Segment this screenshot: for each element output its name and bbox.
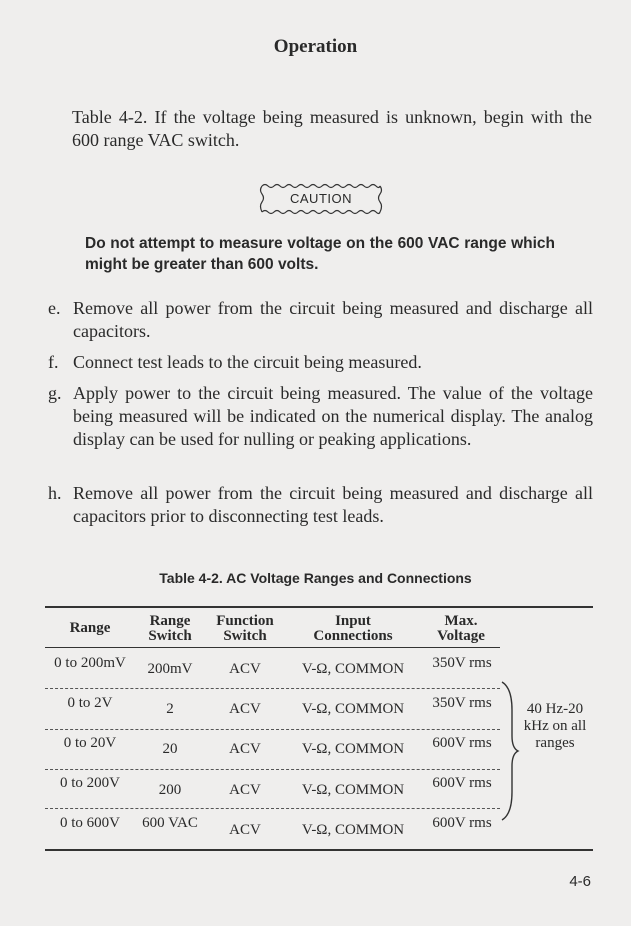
step-h <box>48 482 593 528</box>
frequency-note: 40 Hz-20 kHz on all ranges <box>523 701 587 751</box>
cell-range: 0 to 200mV <box>54 655 126 671</box>
step-e <box>48 297 593 343</box>
table-title: Table 4-2. AC Voltage Ranges and Connections <box>159 570 472 586</box>
header-function-switch: Function Switch <box>216 613 274 644</box>
step-g <box>48 382 593 451</box>
intro-paragraph: Table 4-2. If the voltage being measured is unknown, begin with the 600 range VAC switch. <box>72 107 592 150</box>
row-divider <box>45 729 500 730</box>
header-rule <box>45 647 500 648</box>
cell-range: 0 to 2V <box>67 695 113 711</box>
cell-switch: 2 <box>166 701 174 717</box>
cell-function: ACV <box>229 661 261 677</box>
cell-function: ACV <box>229 782 261 798</box>
header-max-voltage: Max. Voltage <box>437 613 485 644</box>
cell-function: ACV <box>229 822 261 838</box>
cell-function: ACV <box>229 701 261 717</box>
header-range-switch: Range Switch <box>148 613 192 644</box>
step-letter: f. <box>48 352 59 372</box>
cell-switch: 200mV <box>147 661 193 677</box>
cell-range: 0 to 600V <box>60 815 120 831</box>
header-range: Range <box>69 620 111 636</box>
cell-range: 0 to 200V <box>60 775 120 791</box>
cell-switch: 200 <box>158 782 182 798</box>
step-letter: e. <box>48 298 61 318</box>
step-text: Connect test leads to the circuit being measured. <box>73 352 422 372</box>
cell-switch: 20 <box>162 741 178 757</box>
cell-max: 600V rms <box>432 775 492 791</box>
step-f <box>48 351 593 374</box>
step-letter: g. <box>48 383 62 403</box>
step-text: Apply power to the circuit being measured. The value of the voltage being measured will be indicated on the numerical display. The analog display can be used for nulling or peaking applications. <box>73 383 593 449</box>
caution-label: CAUTION <box>290 191 352 206</box>
warning-text: Do not attempt to measure voltage on the 600 VAC range which might be greater than 600 volts. <box>85 235 555 273</box>
table-top-rule <box>45 606 593 608</box>
brace-icon <box>498 680 520 822</box>
cell-max: 350V rms <box>432 695 492 711</box>
page-header: Operation <box>273 36 358 57</box>
step-letter: h. <box>48 483 62 503</box>
cell-max: 600V rms <box>432 735 492 751</box>
row-divider <box>45 769 500 770</box>
row-divider <box>45 688 500 689</box>
caution-box <box>258 182 384 216</box>
step-text: Remove all power from the circuit being measured and discharge all capacitors prior to disconnecting test leads. <box>73 483 593 526</box>
header-input-connections: Input Connections <box>313 613 393 644</box>
row-divider <box>45 808 500 809</box>
step-text: Remove all power from the circuit being measured and discharge all capacitors. <box>73 298 593 341</box>
cell-switch: 600 VAC <box>142 815 198 831</box>
cell-range: 0 to 20V <box>63 735 117 751</box>
page-number: 4-6 <box>569 873 591 890</box>
cell-input: V-Ω, COMMON <box>301 661 405 677</box>
cell-input: V-Ω, COMMON <box>301 782 405 798</box>
cell-input: V-Ω, COMMON <box>301 701 405 717</box>
cell-max: 350V rms <box>432 655 492 671</box>
cell-max: 600V rms <box>432 815 492 831</box>
cell-input: V-Ω, COMMON <box>301 822 405 838</box>
cell-input: V-Ω, COMMON <box>301 741 405 757</box>
table-bottom-rule <box>45 849 593 851</box>
cell-function: ACV <box>229 741 261 757</box>
